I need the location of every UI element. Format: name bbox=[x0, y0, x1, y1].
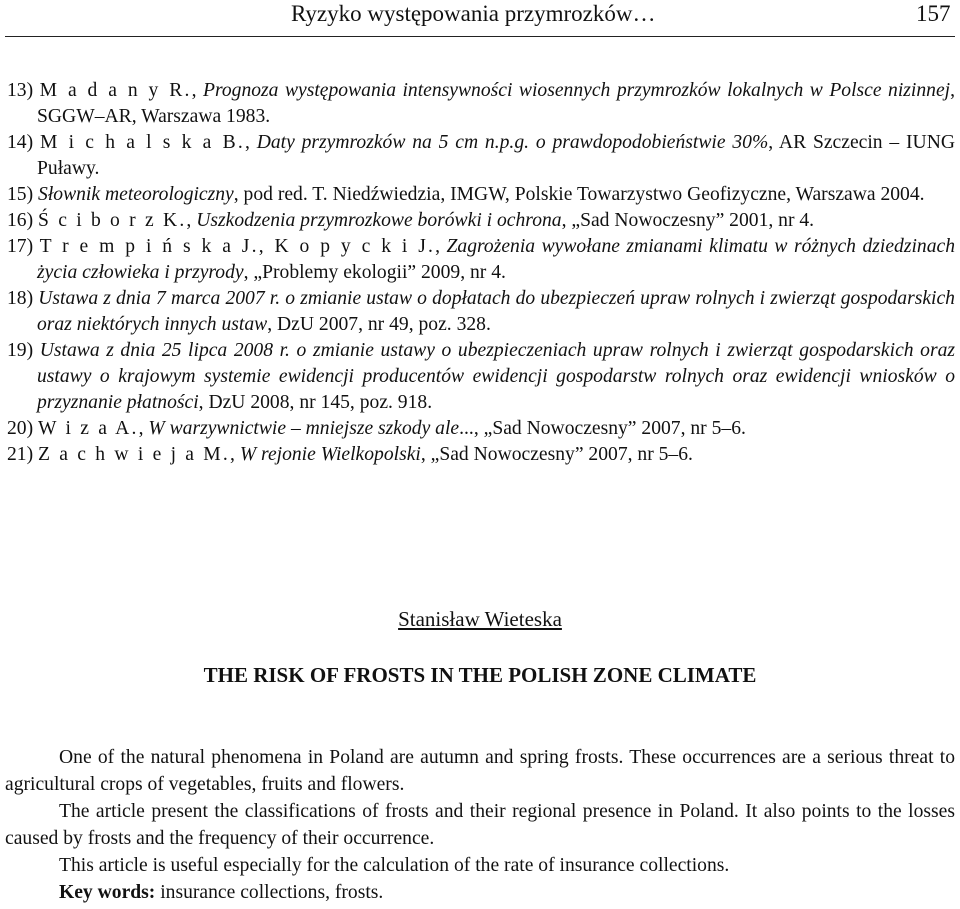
reference-separator: , bbox=[191, 80, 203, 101]
summary-abstract bbox=[5, 744, 955, 906]
reference-title: W warzywnictwie – mniejsze szkody ale bbox=[148, 418, 460, 439]
reference-details: , „Sad Nowoczesny” 2007, nr 5–6. bbox=[420, 444, 693, 465]
reference-item bbox=[7, 130, 955, 182]
reference-item bbox=[7, 338, 955, 416]
reference-number: 13) bbox=[7, 80, 34, 101]
reference-author: T r e m p i ń s k a J., K o p y c k i J. bbox=[39, 236, 436, 257]
reference-details: , „Problemy ekologii” 2009, nr 4. bbox=[243, 262, 506, 283]
page-number: 157 bbox=[916, 1, 951, 26]
header-rule bbox=[5, 36, 955, 37]
reference-author: Ś c i b o r z K. bbox=[38, 210, 187, 231]
reference-title: Zagrożenia wywołane zmianami klimatu w różnych dziedzinach życia człowieka i przyrody bbox=[37, 236, 955, 283]
running-title: Ryzyko występowania przymrozków… bbox=[291, 1, 656, 26]
abstract-paragraph: This article is useful especially for the calculation of the rate of insurance collections. bbox=[59, 855, 730, 876]
abstract-paragraph: The article present the classifications of frosts and their regional presence in Poland. It also points to the losses caused by frosts and the frequency of their occurrence. bbox=[5, 801, 955, 849]
reference-details: , AR Szczecin – IUNG Puławy. bbox=[37, 132, 956, 179]
keywords-label: Key words: bbox=[59, 882, 156, 903]
reference-number: 19) bbox=[7, 340, 34, 361]
reference-title: W rejonie Wielkopolski bbox=[239, 444, 421, 465]
reference-details: , DzU 2008, nr 145, poz. 918. bbox=[198, 392, 433, 413]
reference-details: , pod red. T. Niedźwiedzia, IMGW, Polskie Towarzystwo Geofizyczne, Warszawa 2004. bbox=[233, 184, 925, 205]
summary-title: THE RISK OF FROSTS IN THE POLISH ZONE CLIMATE bbox=[203, 663, 757, 687]
reference-item bbox=[7, 182, 955, 208]
reference-separator: , bbox=[244, 132, 257, 153]
reference-item bbox=[7, 416, 955, 442]
reference-number: 14) bbox=[7, 132, 34, 153]
summary-author: Stanisław Wieteska bbox=[398, 607, 562, 631]
reference-separator: , bbox=[435, 236, 447, 257]
reference-number: 15) bbox=[7, 184, 34, 205]
reference-details: ..., „Sad Nowoczesny” 2007, nr 5–6. bbox=[459, 418, 746, 439]
reference-title: Słownik meteorologiczny bbox=[38, 184, 234, 205]
reference-title: Daty przymrozków na 5 cm n.p.g. o prawdopodobieństwie 30% bbox=[256, 132, 769, 153]
reference-title: Ustawa z dnia 25 lipca 2008 r. o zmianie ustawy o ubezpieczeniach upraw rolnych i zwierząt gospodarskich oraz ustawy o krajowym systemie ewidencji producentów ewidencji gospodarstw rolnych oraz ewidencji wniosków o przyznanie płatności bbox=[37, 340, 955, 413]
reference-number: 18) bbox=[7, 288, 34, 309]
reference-author: M i c h a l s k a B. bbox=[39, 132, 245, 153]
reference-number: 21) bbox=[7, 444, 34, 465]
reference-item bbox=[7, 78, 955, 130]
reference-separator: , bbox=[138, 418, 149, 439]
reference-author: Z a c h w i e j a M. bbox=[38, 444, 231, 465]
reference-item bbox=[7, 234, 955, 286]
reference-separator: , bbox=[186, 210, 197, 231]
reference-author: W i z a A. bbox=[38, 418, 139, 439]
reference-author: M a d a n y R. bbox=[39, 80, 192, 101]
reference-separator: , bbox=[230, 444, 240, 465]
reference-item bbox=[7, 208, 955, 234]
reference-title: Prognoza występowania intensywności wiosennych przymrozków lokalnych w Polsce nizinnej bbox=[202, 80, 951, 101]
running-header bbox=[0, 0, 960, 36]
reference-item bbox=[7, 286, 955, 338]
reference-number: 16) bbox=[7, 210, 34, 231]
reference-title: Ustawa z dnia 7 marca 2007 r. o zmianie ustaw o dopłatach do ubezpieczeń upraw rolnych i zwierząt gospodarskich oraz niektórych innych ustaw bbox=[37, 288, 955, 335]
reference-number: 17) bbox=[7, 236, 34, 257]
reference-list bbox=[7, 78, 955, 468]
reference-item bbox=[7, 442, 955, 468]
reference-title: Uszkodzenia przymrozkowe borówki i ochrona bbox=[196, 210, 562, 231]
reference-details: , „Sad Nowoczesny” 2001, nr 4. bbox=[561, 210, 815, 231]
abstract-paragraph: One of the natural phenomena in Poland are autumn and spring frosts. These occurrences are a serious threat to agricultural crops of vegetables, fruits and flowers. bbox=[5, 747, 955, 795]
keywords-text: insurance collections, frosts. bbox=[155, 882, 384, 903]
reference-details: , SGGW–AR, Warszawa 1983. bbox=[37, 80, 955, 127]
reference-number: 20) bbox=[7, 418, 34, 439]
reference-details: , DzU 2007, nr 49, poz. 328. bbox=[267, 314, 491, 335]
keywords-line bbox=[5, 879, 955, 906]
